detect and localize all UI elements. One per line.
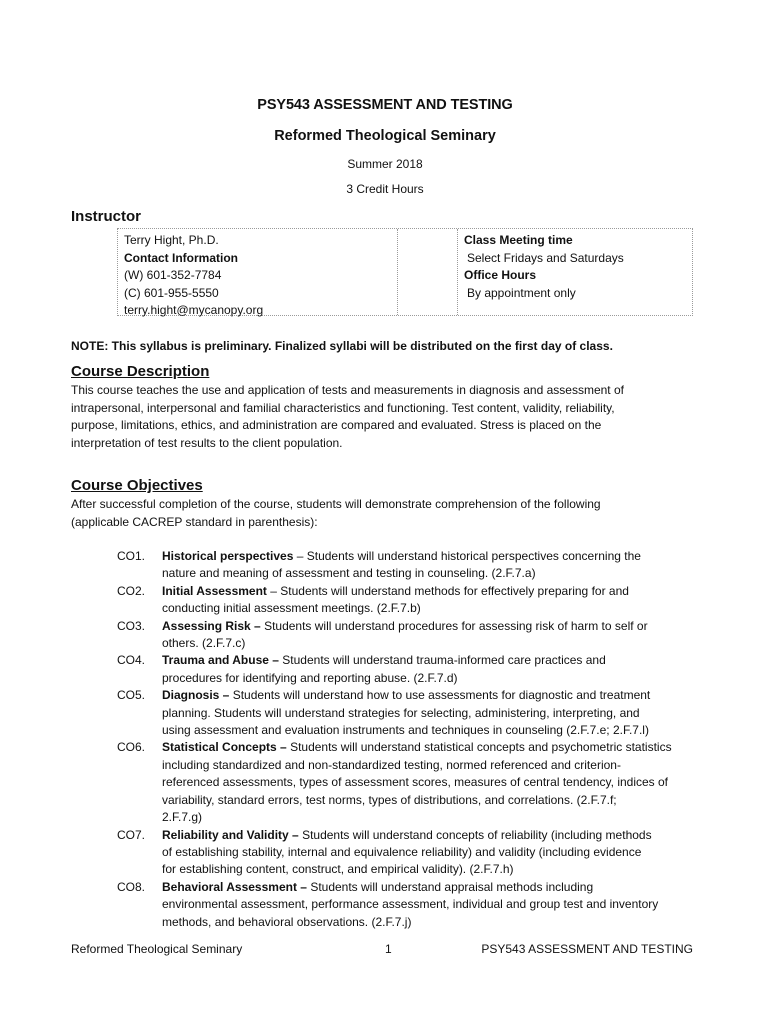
objectives-intro-line: (applicable CACREP standard in parenthesis): bbox=[71, 514, 318, 529]
term: Summer 2018 bbox=[347, 157, 423, 171]
objective-text: including standardized and non-standardized testing, normed referenced and criterion- bbox=[162, 757, 621, 772]
objective-title: Assessing Risk – bbox=[162, 618, 261, 633]
objective-text: Students will understand procedures for assessing risk of harm to self or bbox=[264, 618, 648, 633]
objective-number: CO2. bbox=[117, 583, 146, 598]
instructor-name: Terry Hight, Ph.D. bbox=[124, 233, 219, 247]
description-line: interpretation of test results to the client population. bbox=[71, 435, 343, 450]
objective-text: using assessment and evaluation instruments and techniques in counseling (2.F.7.e; 2.F.7.l) bbox=[162, 723, 649, 738]
cell-phone: (C) 601-955-5550 bbox=[124, 285, 219, 300]
description-line: intrapersonal, interpersonal and familial characteristics and functioning. Test content, validity, reliability, bbox=[71, 400, 615, 415]
objective-text: Students will understand statistical concepts and psychometric statistics bbox=[290, 740, 672, 755]
empty-cell bbox=[398, 229, 458, 315]
objective-text: for establishing content, construct, and empirical validity). (2.F.7.h) bbox=[162, 862, 514, 877]
objective-item bbox=[117, 652, 717, 687]
meeting-info-cell bbox=[458, 229, 692, 315]
course-objectives-heading: Course Objectives bbox=[71, 477, 203, 494]
objective-separator: – bbox=[266, 583, 281, 598]
footer-page-number: 1 bbox=[385, 942, 392, 956]
objective-number: CO1. bbox=[117, 549, 146, 563]
objective-text: Students will understand historical perspectives concerning the bbox=[306, 549, 641, 563]
objective-text: procedures for identifying and reporting abuse. (2.F.7.d) bbox=[162, 670, 458, 685]
objective-separator: – bbox=[293, 549, 307, 563]
objective-number: CO8. bbox=[117, 879, 146, 894]
objective-text: of establishing stability, internal and equivalence reliability) and validity (including evidence bbox=[162, 844, 642, 859]
footer-course-title: PSY543 ASSESSMENT AND TESTING bbox=[481, 942, 693, 956]
preliminary-note: NOTE: This syllabus is preliminary. Finalized syllabi will be distributed on the first day of class. bbox=[71, 339, 613, 353]
objective-number: CO3. bbox=[117, 618, 146, 633]
objective-text: Students will understand trauma-informed care practices and bbox=[282, 653, 606, 668]
objective-item bbox=[117, 879, 717, 931]
objective-title: Reliability and Validity – bbox=[162, 827, 299, 842]
footer-institution: Reformed Theological Seminary bbox=[71, 942, 243, 956]
objective-text: Students will understand appraisal methods including bbox=[310, 879, 594, 894]
objective-text: others. (2.F.7.c) bbox=[162, 636, 246, 651]
objective-title: Trauma and Abuse – bbox=[162, 653, 279, 668]
objective-text: 2.F.7.g) bbox=[162, 810, 203, 825]
objective-text: methods, and behavioral observations. (2.F.7.j) bbox=[162, 914, 412, 929]
objective-item bbox=[117, 583, 717, 618]
instructor-heading: Instructor bbox=[71, 208, 142, 225]
objective-number: CO4. bbox=[117, 653, 146, 668]
instructor-contact-cell bbox=[118, 229, 398, 315]
objective-text: referenced assessments, types of assessment scores, measures of central tendency, indices of bbox=[162, 775, 669, 790]
credit-hours: 3 Credit Hours bbox=[346, 182, 424, 196]
course-title: PSY543 ASSESSMENT AND TESTING bbox=[257, 97, 513, 113]
objective-title: Initial Assessment bbox=[162, 583, 267, 598]
course-description-text bbox=[71, 382, 701, 452]
objective-number: CO5. bbox=[117, 688, 146, 703]
work-phone: (W) 601-352-7784 bbox=[124, 268, 222, 282]
objective-title: Behavioral Assessment – bbox=[162, 879, 307, 894]
objective-item bbox=[117, 827, 717, 879]
institution-name: Reformed Theological Seminary bbox=[274, 128, 496, 144]
description-line: purpose, limitations, ethics, and administration are compared and evaluated. Stress is placed on the bbox=[71, 418, 602, 432]
objective-text: Students will understand how to use assessments for diagnostic and treatment bbox=[232, 688, 651, 703]
objective-number: CO6. bbox=[117, 740, 146, 755]
objectives-intro bbox=[71, 496, 701, 531]
objective-title: Diagnosis – bbox=[162, 688, 230, 703]
description-line: This course teaches the use and application of tests and measurements in diagnosis and assessment of bbox=[71, 383, 624, 397]
instructor-table bbox=[117, 228, 693, 316]
objective-text: Students will understand methods for effectively preparing for and bbox=[280, 583, 629, 598]
objective-text: Students will understand concepts of reliability (including methods bbox=[302, 827, 652, 842]
objective-text: variability, standard errors, test norms, types of distributions, and correlations. (2.F.7.f; bbox=[162, 792, 617, 807]
office-hours-value: By appointment only bbox=[467, 285, 576, 300]
objective-item bbox=[117, 618, 717, 653]
objective-text: planning. Students will understand strategies for selecting, administering, interpreting, and bbox=[162, 705, 640, 720]
objective-text: nature and meaning of assessment and testing in counseling. (2.F.7.a) bbox=[162, 566, 536, 581]
objective-number: CO7. bbox=[117, 827, 146, 842]
objective-text: conducting initial assessment meetings. (2.F.7.b) bbox=[162, 601, 421, 616]
objective-title: Historical perspectives bbox=[162, 549, 294, 563]
objectives-intro-line: After successful completion of the course, students will demonstrate comprehension of the following bbox=[71, 497, 601, 511]
course-description-heading: Course Description bbox=[71, 363, 210, 380]
objective-item bbox=[117, 739, 717, 826]
objective-item bbox=[117, 548, 717, 583]
objectives-list bbox=[117, 548, 717, 931]
objective-title: Statistical Concepts – bbox=[162, 740, 287, 755]
meeting-time-value: Select Fridays and Saturdays bbox=[467, 250, 624, 265]
objective-text: environmental assessment, performance assessment, individual and group test and inventory bbox=[162, 897, 659, 912]
objective-item bbox=[117, 687, 717, 739]
meeting-time-label: Class Meeting time bbox=[464, 233, 573, 247]
office-hours-label: Office Hours bbox=[464, 268, 537, 282]
instructor-email: terry.hight@mycanopy.org bbox=[124, 303, 264, 317]
contact-info-label: Contact Information bbox=[124, 250, 238, 265]
